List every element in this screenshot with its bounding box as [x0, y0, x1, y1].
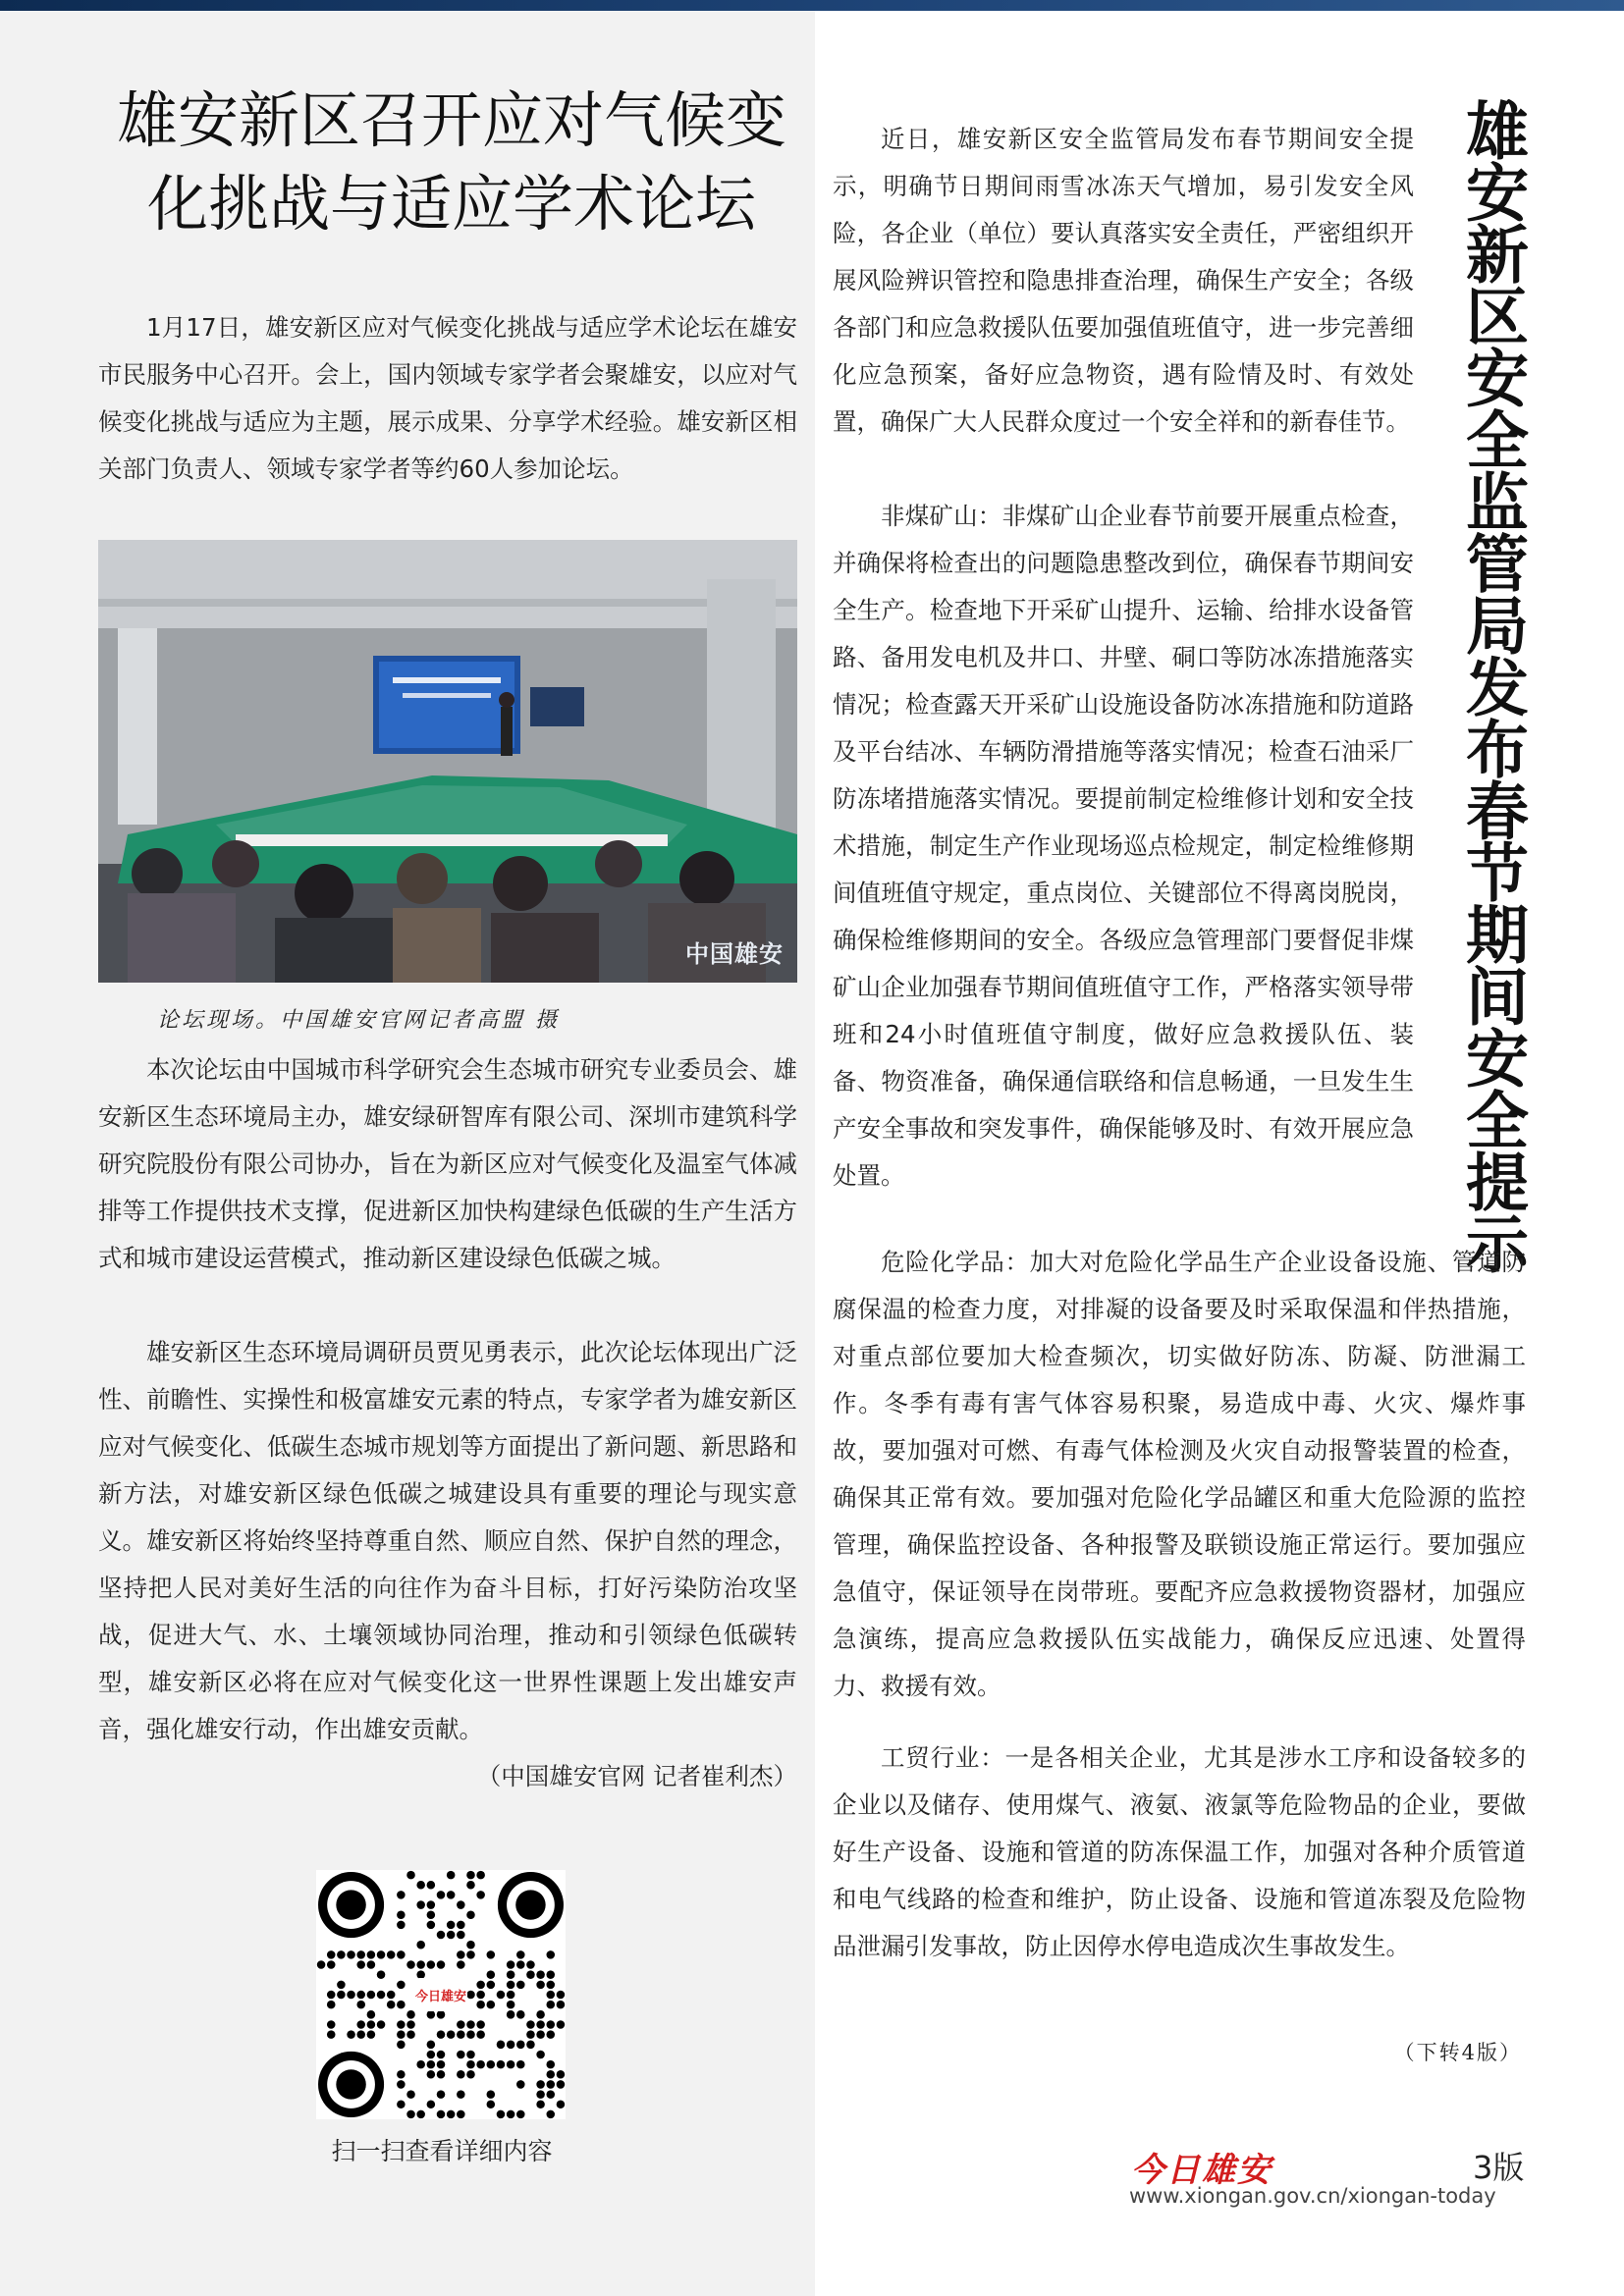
continued-on-page: （下转4版）	[1393, 2041, 1522, 2064]
page-number: 3版	[1473, 2149, 1525, 2186]
newspaper-logo: 今日雄安	[1131, 2151, 1272, 2190]
right-article-vertical-title: 雄安新区安全监管局发布春节期间安全提示	[1455, 98, 1529, 1273]
left-article-headline: 雄安新区召开应对气候变化挑战与适应学术论坛	[116, 84, 786, 240]
photo-watermark: 中国雄安	[685, 939, 784, 968]
forum-photo	[98, 540, 797, 983]
left-article-byline: （中国雄安官网 记者崔利杰）	[476, 1762, 797, 1790]
right-article-paragraph-1: 近日，雄安新区安全监管局发布春节期间安全提示，明确节日期间雨雪冰冻天气增加，易引发安全风险，各企业（单位）要认真落实安全责任，严密组织开展风险辨识管控和隐患排查治理，确保生产安全；各级各部门和应急救援队伍要加强值班值守，进一步完善细化应急预案，备好应急物资，遇有险情及时、有效处置，确保广大人民群众度过一个安全祥和的新春佳节。	[833, 125, 1414, 436]
qr-code[interactable]	[316, 1870, 566, 2119]
qr-caption: 扫一扫查看详细内容	[331, 2137, 553, 2165]
photo-caption: 论坛现场。中国雄安官网记者高盟 摄	[157, 1008, 560, 1033]
qr-center-logo: 今日雄安	[414, 1978, 467, 2011]
footer-url[interactable]: www.xiongan.gov.cn/xiongan-today	[1129, 2184, 1496, 2208]
left-article-paragraph-1: 1月17日，雄安新区应对气候变化挑战与适应学术论坛在雄安市民服务中心召开。会上，国内领域专家学者会聚雄安，以应对气候变化挑战与适应为主题，展示成果、分享学术经验。雄安新区相关部门负责人、领域专家学者等约60人参加论坛。	[98, 313, 797, 483]
left-article-paragraph-3	[98, 1329, 797, 1800]
left-article-paragraph-2: 本次论坛由中国城市科学研究会生态城市研究专业委员会、雄安新区生态环境局主办，雄安绿研智库有限公司、深圳市建筑科学研究院股份有限公司协办，旨在为新区应对气候变化及温室气体减排等工作提供技术支撑，促进新区加快构建绿色低碳的生产生活方式和城市建设运营模式，推动新区建设绿色低碳之城。	[98, 1055, 797, 1272]
right-article-paragraph-3: 危险化学品：加大对危险化学品生产企业设备设施、管道防腐保温的检查力度，对排凝的设备要及时采取保温和伴热措施，对重点部位要加大检查频次，切实做好防冻、防凝、防泄漏工作。冬季有毒有害气体容易积聚，易造成中毒、火灾、爆炸事故，要加强对可燃、有毒气体检测及火灾自动报警装置的检查，确保其正常有效。要加强对危险化学品罐区和重大危险源的监控管理，确保监控设备、各种报警及联锁设施正常运行。要加强应急值守，保证领导在岗带班。要配齐应急救援物资器材，加强应急演练，提高应急救援队伍实战能力，确保反应迅速、处置得力、救援有效。	[833, 1248, 1526, 1700]
top-color-bar	[0, 0, 1624, 11]
right-article-paragraph-4: 工贸行业：一是各相关企业，尤其是涉水工序和设备较多的企业以及储存、使用煤气、液氨、液氯等危险物品的企业，要做好生产设备、设施和管道的防冻保温工作，加强对各种介质管道和电气线路的检查和维护，防止设备、设施和管道冻裂及危险物品泄漏引发事故，防止因停水停电造成次生事故发生。	[833, 1743, 1526, 1960]
left-article-paragraph-3-text: 雄安新区生态环境局调研员贾见勇表示，此次论坛体现出广泛性、前瞻性、实操性和极富雄安元素的特点，专家学者为雄安新区应对气候变化、低碳生态城市规划等方面提出了新问题、新思路和新方法，对雄安新区绿色低碳之城建设具有重要的理论与现实意义。雄安新区将始终坚持尊重自然、顺应自然、保护自然的理念，坚持把人民对美好生活的向往作为奋斗目标，打好污染防治攻坚战，促进大气、水、土壤领域协同治理，推动和引领绿色低碳转型，雄安新区必将在应对气候变化这一世界性课题上发出雄安声音，强化雄安行动，作出雄安贡献。	[98, 1338, 797, 1743]
right-article-paragraph-2: 非煤矿山：非煤矿山企业春节前要开展重点检查，并确保将检查出的问题隐患整改到位，确保春节期间安全生产。检查地下开采矿山提升、运输、给排水设备管路、备用发电机及井口、井壁、硐口等防冰冻措施落实情况；检查露天开采矿山设施设备防冰冻措施和防道路及平台结冰、车辆防滑措施等落实情况；检查石油采厂防冻堵措施落实情况。要提前制定检维修计划和安全技术措施，制定生产作业现场巡点检规定，制定检维修期间值班值守规定，重点岗位、关键部位不得离岗脱岗，确保检维修期间的安全。各级应急管理部门要督促非煤矿山企业加强春节期间值班值守工作，严格落实领导带班和24小时值班值守制度，做好应急救援队伍、装备、物资准备，确保通信联络和信息畅通，一旦发生生产安全事故和突发事件，确保能够及时、有效开展应急处置。	[833, 502, 1414, 1190]
